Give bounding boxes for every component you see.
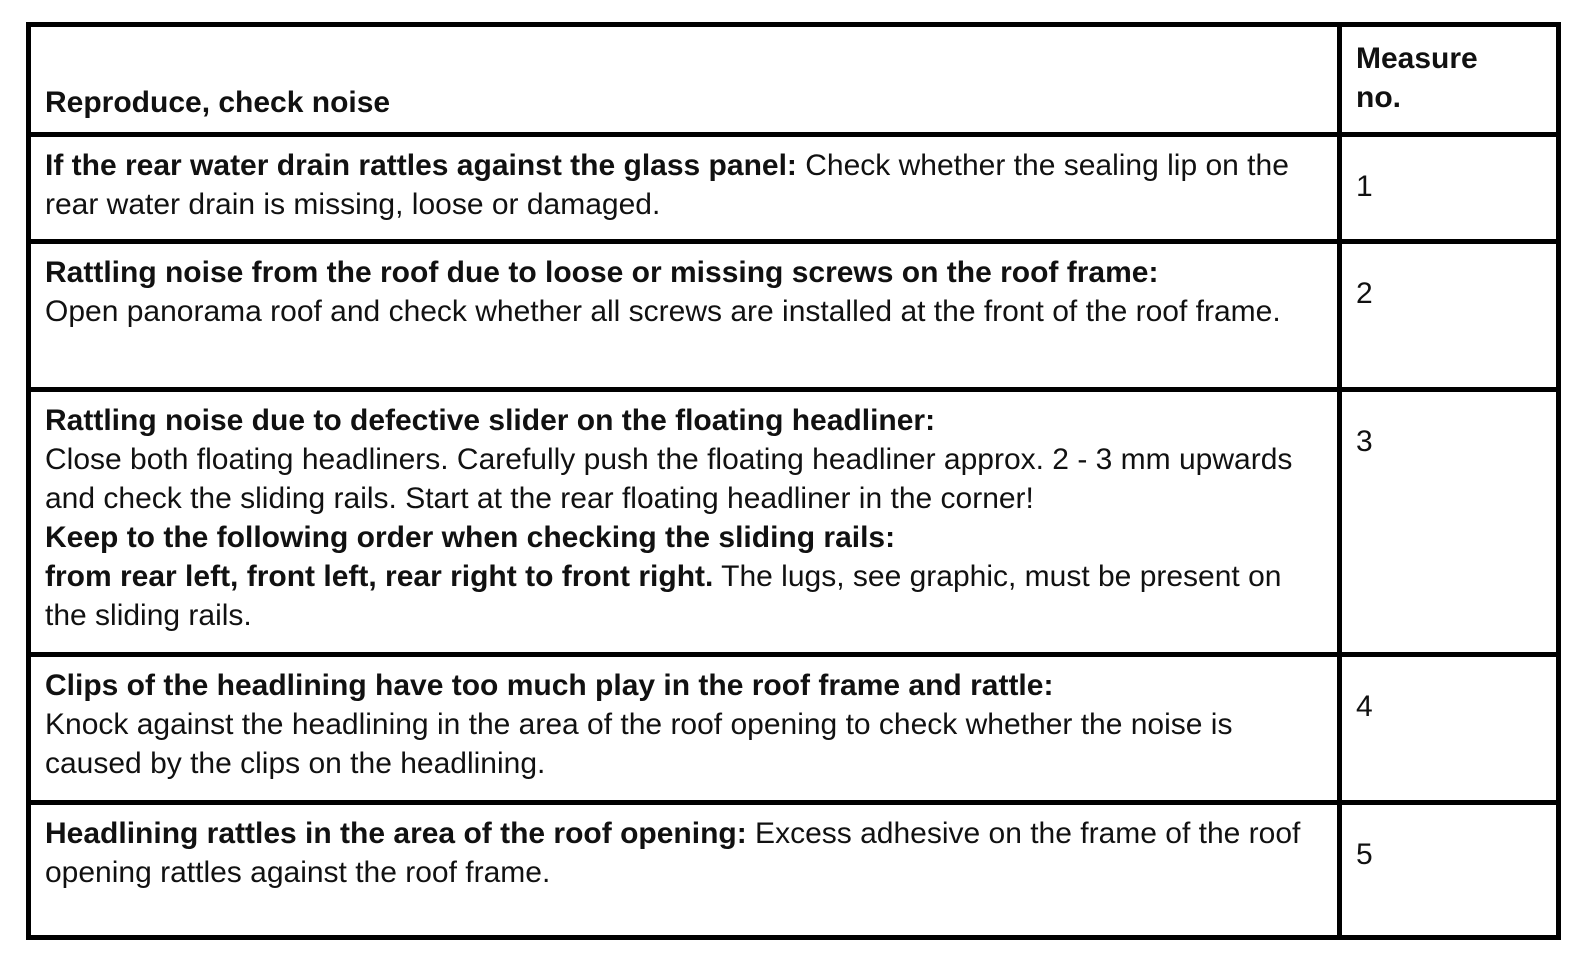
row-3-order-heading: Keep to the following order when checking the sliding rails: <box>45 521 896 554</box>
header-measure-label-line2: no. <box>1356 81 1401 114</box>
header-check-noise <box>31 27 1342 137</box>
row-2-title: Rattling noise from the roof due to loose or missing screws on the roof frame: <box>45 256 1159 289</box>
row-1-title: If the rear water drain rattles against the glass panel: <box>45 149 797 182</box>
row-5-text: Excess adhesive on the frame of the roof opening rattles against the roof frame. <box>45 817 1301 889</box>
header-measure-no <box>1342 27 1556 137</box>
row-2-measure <box>1342 244 1556 392</box>
row-2-measure-value: 2 <box>1356 277 1373 310</box>
row-4-description <box>31 657 1342 805</box>
row-3-measure-value: 3 <box>1356 425 1373 458</box>
row-3-measure <box>1342 392 1556 657</box>
row-4-title: Clips of the headlining have too much play in the roof frame and rattle: <box>45 669 1054 702</box>
row-5-measure <box>1342 805 1556 935</box>
row-3-text: Close both floating headliners. Carefully push the floating headliner approx. 2 - 3 mm upwards and check the sliding rails. Start at the rear floating headliner in the corner! <box>45 443 1293 515</box>
row-3-order-sequence: from rear left, front left, rear right to front right. <box>45 560 714 593</box>
row-5-description <box>31 805 1342 935</box>
row-1-description <box>31 137 1342 244</box>
header-measure-label-line1: Measure <box>1356 42 1478 75</box>
row-1-text: Check whether the sealing lip on the rear water drain is missing, loose or damaged. <box>45 149 1289 221</box>
row-1-measure-value: 1 <box>1356 170 1373 203</box>
row-3-title: Rattling noise due to defective slider on the floating headliner: <box>45 404 936 437</box>
row-5-measure-value: 5 <box>1356 838 1373 871</box>
row-4-measure-value: 4 <box>1356 690 1373 723</box>
row-3-lugs-note: The lugs, see graphic, must be present on the sliding rails. <box>45 560 1282 632</box>
row-2-text: Open panorama roof and check whether all screws are installed at the front of the roof frame. <box>45 295 1281 328</box>
noise-check-table <box>26 22 1561 940</box>
row-2-description <box>31 244 1342 392</box>
row-5-title: Headlining rattles in the area of the roof opening: <box>45 817 747 850</box>
header-check-noise-label: Reproduce, check noise <box>45 86 391 119</box>
row-3-description <box>31 392 1342 657</box>
row-1-measure <box>1342 137 1556 244</box>
row-4-text: Knock against the headlining in the area of the roof opening to check whether the noise is caused by the clips on the headlining. <box>45 708 1233 780</box>
row-4-measure <box>1342 657 1556 805</box>
